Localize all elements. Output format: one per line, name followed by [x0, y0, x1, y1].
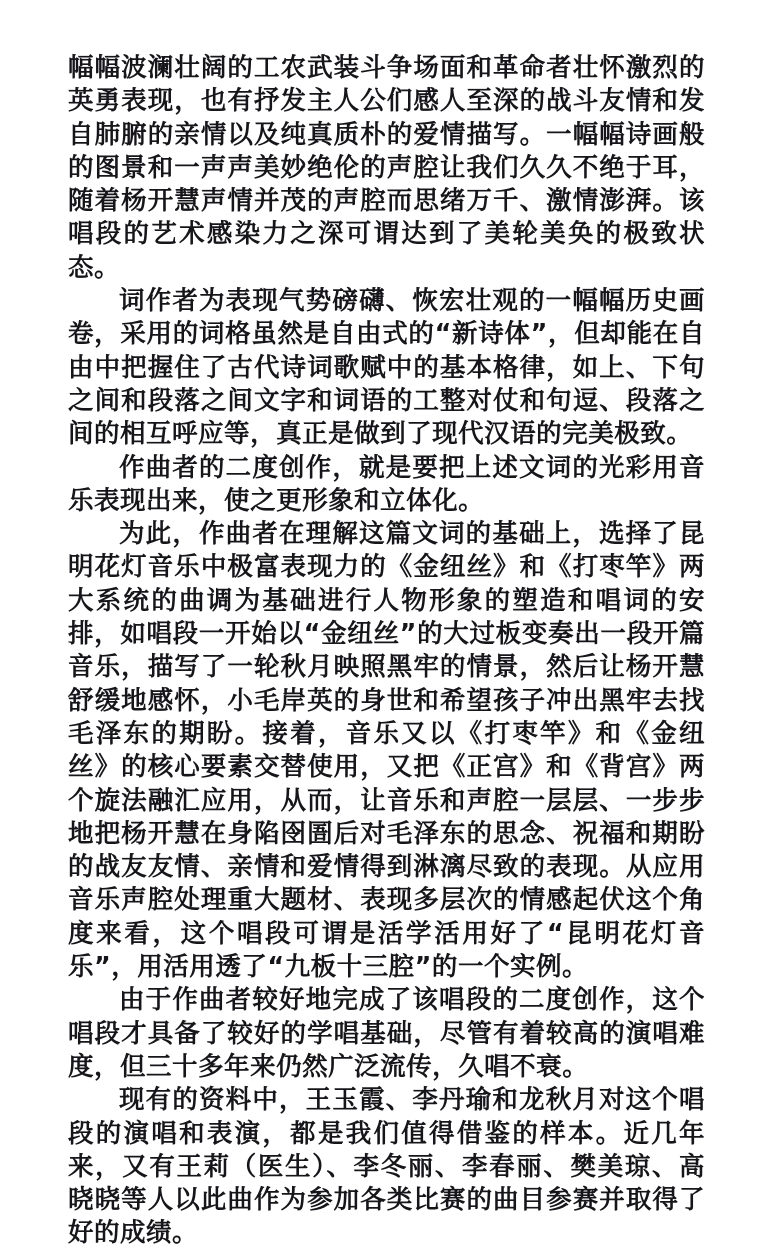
paragraph-6: 现有的资料中，王玉霞、李丹瑜和龙秋月对这个唱段的演唱和表演，都是我们值得借鉴的样本。近几年来，又有王莉（医生）、李冬丽、李春丽、樊美琼、高晓晓等人以此曲作为参加各类比赛的曲目参赛并取得了好的成绩。	[68, 1085, 705, 1249]
paragraph-3: 作曲者的二度创作，就是要把上述文词的光彩用音乐表现出来，使之更形象和立体化。	[68, 452, 705, 516]
paragraph-1: 幅幅波澜壮阔的工农武装斗争场面和革命者壮怀激烈的英勇表现，也有抒发主人公们感人至深的战斗友情和发自肺腑的亲情以及纯真质朴的爱情描写。一幅幅诗画般的图景和一声声美妙绝伦的声腔让我们久久不绝于耳，随着杨开慧声情并茂的声腔而思绪万千、激情澎湃。该唱段的艺术感染力之深可谓达到了美轮美奂的极致状态。	[68, 53, 705, 283]
paragraph-5: 由于作曲者较好地完成了该唱段的二度创作，这个唱段才具备了较好的学唱基础，尽管有着较高的演唱难度，但三十多年来仍然广泛流传，久唱不衰。	[68, 985, 705, 1082]
paragraph-4: 为此，作曲者在理解这篇文词的基础上，选择了昆明花灯音乐中极富表现力的《金纽丝》和《打枣竿》两大系统的曲调为基础进行人物形象的塑造和唱词的安排，如唱段一开始以“金纽丝”的大过板变奏出一段开篇音乐，描写了一轮秋月映照黑牢的情景，然后让杨开慧舒缓地感怀，小毛岸英的身世和希望孩子冲出黑牢去找毛泽东的期盼。接着，音乐又以《打枣竿》和《金纽丝》的核心要素交替使用，又把《正宫》和《背宫》两个旋法融汇应用，从而，让音乐和声腔一层层、一步步地把杨开慧在身陷囹圄后对毛泽东的思念、祝福和期盼的战友友情、亲情和爱情得到淋漓尽致的表现。从应用音乐声腔处理重大题材、表现多层次的情感起伏这个角度来看，这个唱段可谓是活学活用好了“昆明花灯音乐”，用活用透了“九板十三腔”的一个实例。	[68, 519, 705, 983]
paragraph-2: 词作者为表现气势磅礴、恢宏壮观的一幅幅历史画卷，采用的词格虽然是自由式的“新诗体”，但却能在自由中把握住了古代诗词歌赋中的基本格律，如上、下句之间和段落之间文字和词语的工整对仗和句逗、段落之间的相互呼应等，真正是做到了现代汉语的完美极致。	[68, 286, 705, 450]
article-body	[68, 52, 705, 1251]
